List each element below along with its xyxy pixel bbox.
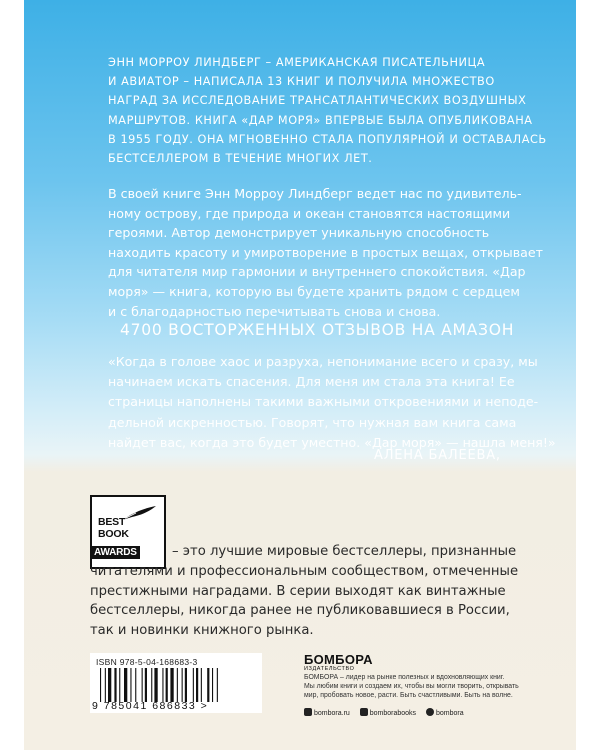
badge-line: BOOK [98,528,129,540]
quote-author: АЛЕНА БАЛЕЕВА, [374,448,501,463]
barcode-bar [119,668,120,702]
barcode-digits: 9 785041 686833 > [92,700,209,712]
barcode [100,668,258,702]
quote-line: страницы наполнены такими важными откровениями и неподе- [108,394,539,410]
series-line: читателями и профессиональным сообществом, отмеченные [90,563,519,579]
barcode-bar [151,668,152,702]
barcode-bar [166,668,168,702]
barcode-bar [108,668,111,702]
review-stats-word: ОТЗЫВОВ [321,321,406,339]
youtube-icon [360,708,368,716]
publisher-text [304,673,576,701]
feather-icon [120,505,158,521]
author-bio-line: В 1955 ГОДУ. ОНА МГНОВЕННО СТАЛА ПОПУЛЯРНОЙ И ОСТАВАЛАСЬ [108,132,547,146]
description-line: и с благодарностью перечитывать снова и снова. [108,303,441,319]
review-stats-word: ВОСТОРЖЕННЫХ [168,321,317,339]
review-stats-word: АМАЗОН [441,321,515,339]
barcode-bar [130,668,131,702]
author-bio-line: И АВИАТОР – НАПИСАЛА 13 КНИГ И ПОЛУЧИЛА МНОЖЕСТВО [108,75,495,89]
barcode-bar [193,668,194,702]
description-line: для читателя мир гармонии и внутреннего спокойствия. «Дар [108,264,526,280]
barcode-bar [135,668,136,702]
publisher-text-line: БОМБОРА – лидер на рынке полезных и вдохновляющих книг. [304,674,505,681]
barcode-bar [162,668,163,702]
author-bio-line: БЕСТСЕЛЛЕРОМ В ТЕЧЕНИЕ МНОГИХ ЛЕТ. [108,152,373,166]
series-line: – это лучшие мировые бестселлеры, признанные [172,544,517,559]
barcode-bar [145,668,147,702]
book-description [108,184,543,321]
barcode-bar [177,668,178,702]
quote-line: «Когда в голове хаос и разруха, непонимание всего и сразу, мы [108,354,538,369]
description-line: находить красоту и умиротворение в простых вещах, открывает [108,244,543,260]
publisher-text-line: Мы любим книги и создаем их, чтобы вы могли творить, открывать [304,683,519,691]
series-line: престижными наградами. В серии выходят как винтажные [90,583,506,599]
social-item-site [304,708,350,717]
social-label: bombora.ru [314,710,350,717]
description-line: моря» — книга, которую вы будете хранить рядом с сердцем [108,283,520,299]
barcode-bar [182,668,183,702]
barcode-bar [207,668,209,702]
barcode-bar [114,668,116,702]
quote-line: начинаем искать спасения. Для меня им стала эта книга! Ее [108,374,515,390]
description-line: В своей книге Энн Морроу Линдберг ведет нас по удивитель- [108,186,522,201]
social-label: bomborabooks [369,710,417,717]
barcode-bar [196,668,198,702]
barcode-bar [124,668,127,702]
instagram-icon [304,708,312,716]
quote-line: дельной искренностью. Говорят, что нужная вам книга сама [108,414,517,430]
badge-line: BEST [98,516,126,528]
barcode-bar [185,668,187,702]
review-count: 4700 [120,321,163,339]
description-line: ному острову, где природа и океан становятся настоящими [108,205,511,221]
author-bio-line: МАРШРУТОВ. КНИГА «ДАР МОРЯ» ВПЕРВЫЕ БЫЛА ОПУБЛИКОВАНА [108,113,533,127]
publisher-subtitle: ИЗДАТЕЛЬСТВО [304,666,355,672]
series-line: так и новинки книжного рынка. [90,623,314,639]
publisher-social [304,708,472,717]
barcode-bar [105,668,106,702]
barcode-bar [170,668,173,702]
telegram-icon [426,708,434,716]
social-label: bombora [436,710,464,717]
quote-line: найдет вас, когда это будет уместно. «Дар моря» — нашла меня!» [108,434,556,450]
publisher-text-line: мир, пробовать новое, расти. Быть счастливыми. Быть на волне. [304,692,513,700]
reader-quote [108,352,556,453]
isbn-label: ISBN 978-5-04-168683-3 [96,657,198,667]
barcode-bar [201,668,202,702]
series-line: бестселлеры, никогда ранее не публиковавшиеся в России, [90,603,510,619]
author-bio-line: ЭНН МОРРОУ ЛИНДБЕРГ – АМЕРИКАНСКАЯ ПИСАТЕЛЬНИЦА [108,56,486,69]
publisher-logo [304,652,373,672]
social-item-books [360,708,416,717]
review-stats-heading [120,321,520,339]
barcode-bar [212,668,213,702]
barcode-bar [142,668,143,702]
barcode-bar [217,668,218,702]
barcode-bar [154,668,157,702]
badge-line: AWARDS [91,546,140,559]
author-bio [108,53,547,168]
barcode-bar [100,668,101,702]
book-back-cover [24,0,576,750]
publisher-name: БОМБОРА [304,652,373,667]
review-stats-word: НА [411,321,436,339]
description-line: героями. Автор демонстрирует уникальную способность [108,225,490,241]
author-bio-line: НАГРАД ЗА ИССЛЕДОВАНИЕ ТРАНСАТЛАНТИЧЕСКИХ ВОЗДУШНЫХ [108,94,527,108]
social-item-telegram [426,708,464,717]
series-description [90,542,550,641]
